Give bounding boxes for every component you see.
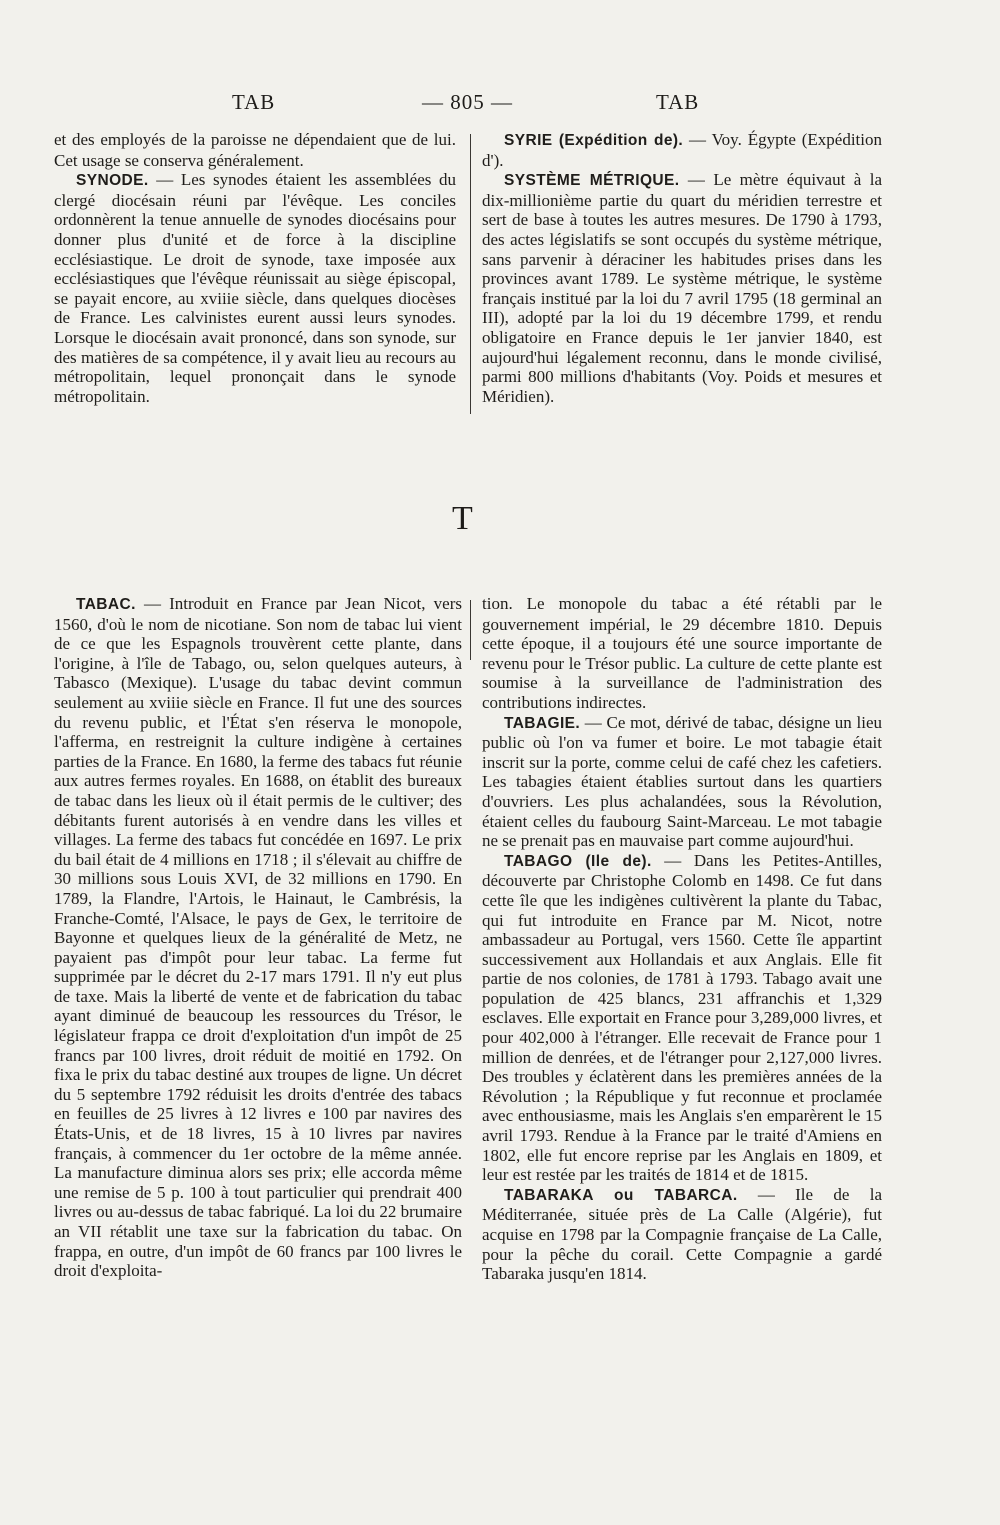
entry-headword: TABARAKA ou TABARCA. [504, 1186, 738, 1204]
column-divider [470, 600, 471, 660]
paragraph [54, 594, 462, 1281]
running-header [60, 90, 940, 120]
entry-text: — Les synodes étaient les assemblées du clergé diocésain réuni par l'évêque. Les conciles ordonnèrent la tenue annuelle de synodes diocésains pour donner plus d'unité et de force à la discipline ecclésiastique. Le droit de synode, taxe imposée aux ecclésiastiques que l'évêque réunissait au siège épiscopal, se payait encore, au xviiie siècle, dans quelques diocèses de France. Les calvinistes eurent aussi leurs synodes. Lorsque le diocésain avait prononcé, dans son synode, sur des matières de sa compétence, il y avait lieu au recours au métropolitain, lequel prononçait dans le synode métropolitain. [54, 170, 456, 406]
column-bottom-right [482, 594, 882, 1284]
paragraph [482, 130, 882, 170]
paragraph [482, 1185, 882, 1284]
entry-headword: SYNODE. [76, 172, 149, 190]
header-right-guideword: TAB [656, 90, 700, 114]
entry-text: et des employés de la paroisse ne dépendaient que de lui. Cet usage se conserva généralement. [54, 130, 456, 170]
page-number: — 805 — [422, 90, 513, 114]
column-bottom-left [54, 594, 462, 1281]
paragraph [482, 851, 882, 1185]
entry-headword: TABAGIE. [504, 714, 581, 732]
paragraph [482, 170, 882, 406]
entry-text: — Dans les Petites-Antilles, découverte par Christophe Colomb en 1498. Ce fut dans cette île que les indigènes cultivèrent la plante du Tabac, qui fut introduite en France par M. Nicot, notre ambassadeur au Portugal, vers 1560. Cette île appartint successivement aux Hollandais et aux Anglais. Elle fit partie de nos colonies, de 1781 à 1793. Tabago avait une population de 425 blancs, 231 affranchis et 1,329 esclaves. Elle exportait en France pour 3,289,000 livres, et pour 402,000 à l'étranger. Elle recevait de France pour 1 million de denrées, et de l'étranger pour 2,127,000 livres. Des troubles y éclatèrent dans les premières années de la Révolution ; la République y fut reconnue et proclamée avec enthousiasme, mais les Anglais s'en emparèrent le 15 avril 1793. Rendue à la France par le traité d'Amiens en 1802, elle fut encore reprise par les Anglais en 1809, et leur est restée par les traités de 1814 et de 1815. [482, 850, 882, 1185]
paragraph [482, 713, 882, 851]
entry-text: — Le mètre équivaut à la dix-millionième partie du quart du méridien terrestre et sert de base à toutes les autres mesures. De 1790 à 1793, des actes législatifs se sont occupés du système métrique, sans parvenir à déraciner les habitudes prises dans les provinces avant 1789. Le système métrique, le système français institué par la loi du 7 avril 1795 (18 germinal an III), adopté par la loi du 19 décembre 1799, et rendu obligatoire en France depuis le 1er janvier 1840, est aujourd'hui légalement reconnu, dans le monde civilisé, parmi 800 millions d'habitants (Voy. Poids et mesures et Méridien). [482, 170, 882, 406]
paragraph [482, 594, 882, 713]
section-letter: T [452, 500, 473, 537]
entry-text: — Introduit en France par Jean Nicot, vers 1560, d'où le nom de nicotiane. Son nom de tabac lui vient de ce que les Espagnols trouvèrent cette plante, dans l'origine, à l'île de Tabago, ou, selon quelques auteurs, à Tabasco (Mexique). L'usage du tabac devint commun seulement au xviiie siècle en France. Il fut une des sources du revenu public, et l'État s'en réserva le monopole, l'afferma, en restreignit la culture indigène à certaines parties de la France. En 1680, la ferme des tabacs fut réunie aux autres fermes royales. En 1688, on établit des bureaux de tabac dans les lieux où il était permis de le cultiver; des débitants furent autorisés à en vendre dans les villes et villages. La ferme des tabacs fut concédée en 1697. Le prix du bail était de 4 millions en 1718 ; il s'élevait au chiffre de 30 millions sous Louis XVI, de 32 millions en 1790. En 1789, la Flandre, l'Artois, le Hainaut, le Cambrésis, la Franche-Comté, l'Alsace, le pays de Gex, le territoire de Bayonne et quelques lieux de la généralité de Metz, ne payaient pas d'impôt pour leur tabac. La ferme fut supprimée par le décret du 2-17 mars 1791. Il n'y eut plus de taxe. Mais la liberté de vente et de fabrication du tabac ayant diminué de beaucoup les ressources du Trésor, le législateur frappa ce droit d'exploitation d'un impôt de 25 francs par 100 livres, droit réduit de moitié en 1792. On fixa le prix du tabac destiné aux troupes de ligne. Un décret du 5 septembre 1792 réduisit les droits d'entrée des tabacs en feuilles de 25 livres à 12 livres e 100 par navires des États-Unis, et de 18 livres, 15 à 10 livres par navires français, à commencer du 1er octobre de la même année. La manufacture diminua alors ses prix; elle accorda même une remise de 5 p. 100 à tout particulier qui prendrait 400 livres ou au-dessus de tabac fabriqué. La loi du 22 brumaire an VII rétablit une taxe sur la fabrication du tabac. On frappa, en outre, d'un impôt de 60 francs par 100 livres le droit d'exploita- [54, 594, 462, 1281]
paragraph [54, 170, 456, 406]
entry-headword: TABAC. [76, 596, 136, 613]
entry-text: — Ile de la Méditerranée, située près de La Calle (Algérie), fut acquise en 1798 par la Compagnie française de La Calle, pour la pêche du corail. Cette Compagnie a gardé Tabaraka jusqu'en 1814. [482, 1184, 882, 1284]
entry-headword: SYSTÈME MÉTRIQUE. [504, 172, 680, 190]
column-top-right [482, 130, 882, 406]
column-top-left [54, 130, 456, 406]
entry-text: tion. Le monopole du tabac a été rétabli par le gouvernement impérial, le 29 décembre 1810. Depuis cette époque, il a toujours été une source importante de revenu pour le Trésor public. La culture de cette plante est soumise à la surveillance de l'administration des contributions indirectes. [482, 594, 882, 712]
entry-text: — Voy. Égypte (Expédition d'). [482, 130, 882, 170]
column-divider [470, 134, 471, 414]
entry-headword: SYRIE (Expédition de). [504, 132, 684, 149]
entry-text: — Ce mot, dérivé de tabac, désigne un lieu public où l'on va fumer et boire. Le mot tabagie était inscrit sur la porte, comme celui de café chez les cafetiers. Les tabagies étaient établies surtout dans les quartiers d'ouvriers. Les plus achalandées, sous la Révolution, étaient celles du faubourg Saint-Marceau. Le mot tabagie ne se prenait pas en mauvaise part comme aujourd'hui. [482, 712, 882, 851]
header-left-guideword: TAB [232, 90, 276, 114]
paragraph [54, 130, 456, 170]
entry-headword: TABAGO (Ile de). [504, 852, 652, 870]
